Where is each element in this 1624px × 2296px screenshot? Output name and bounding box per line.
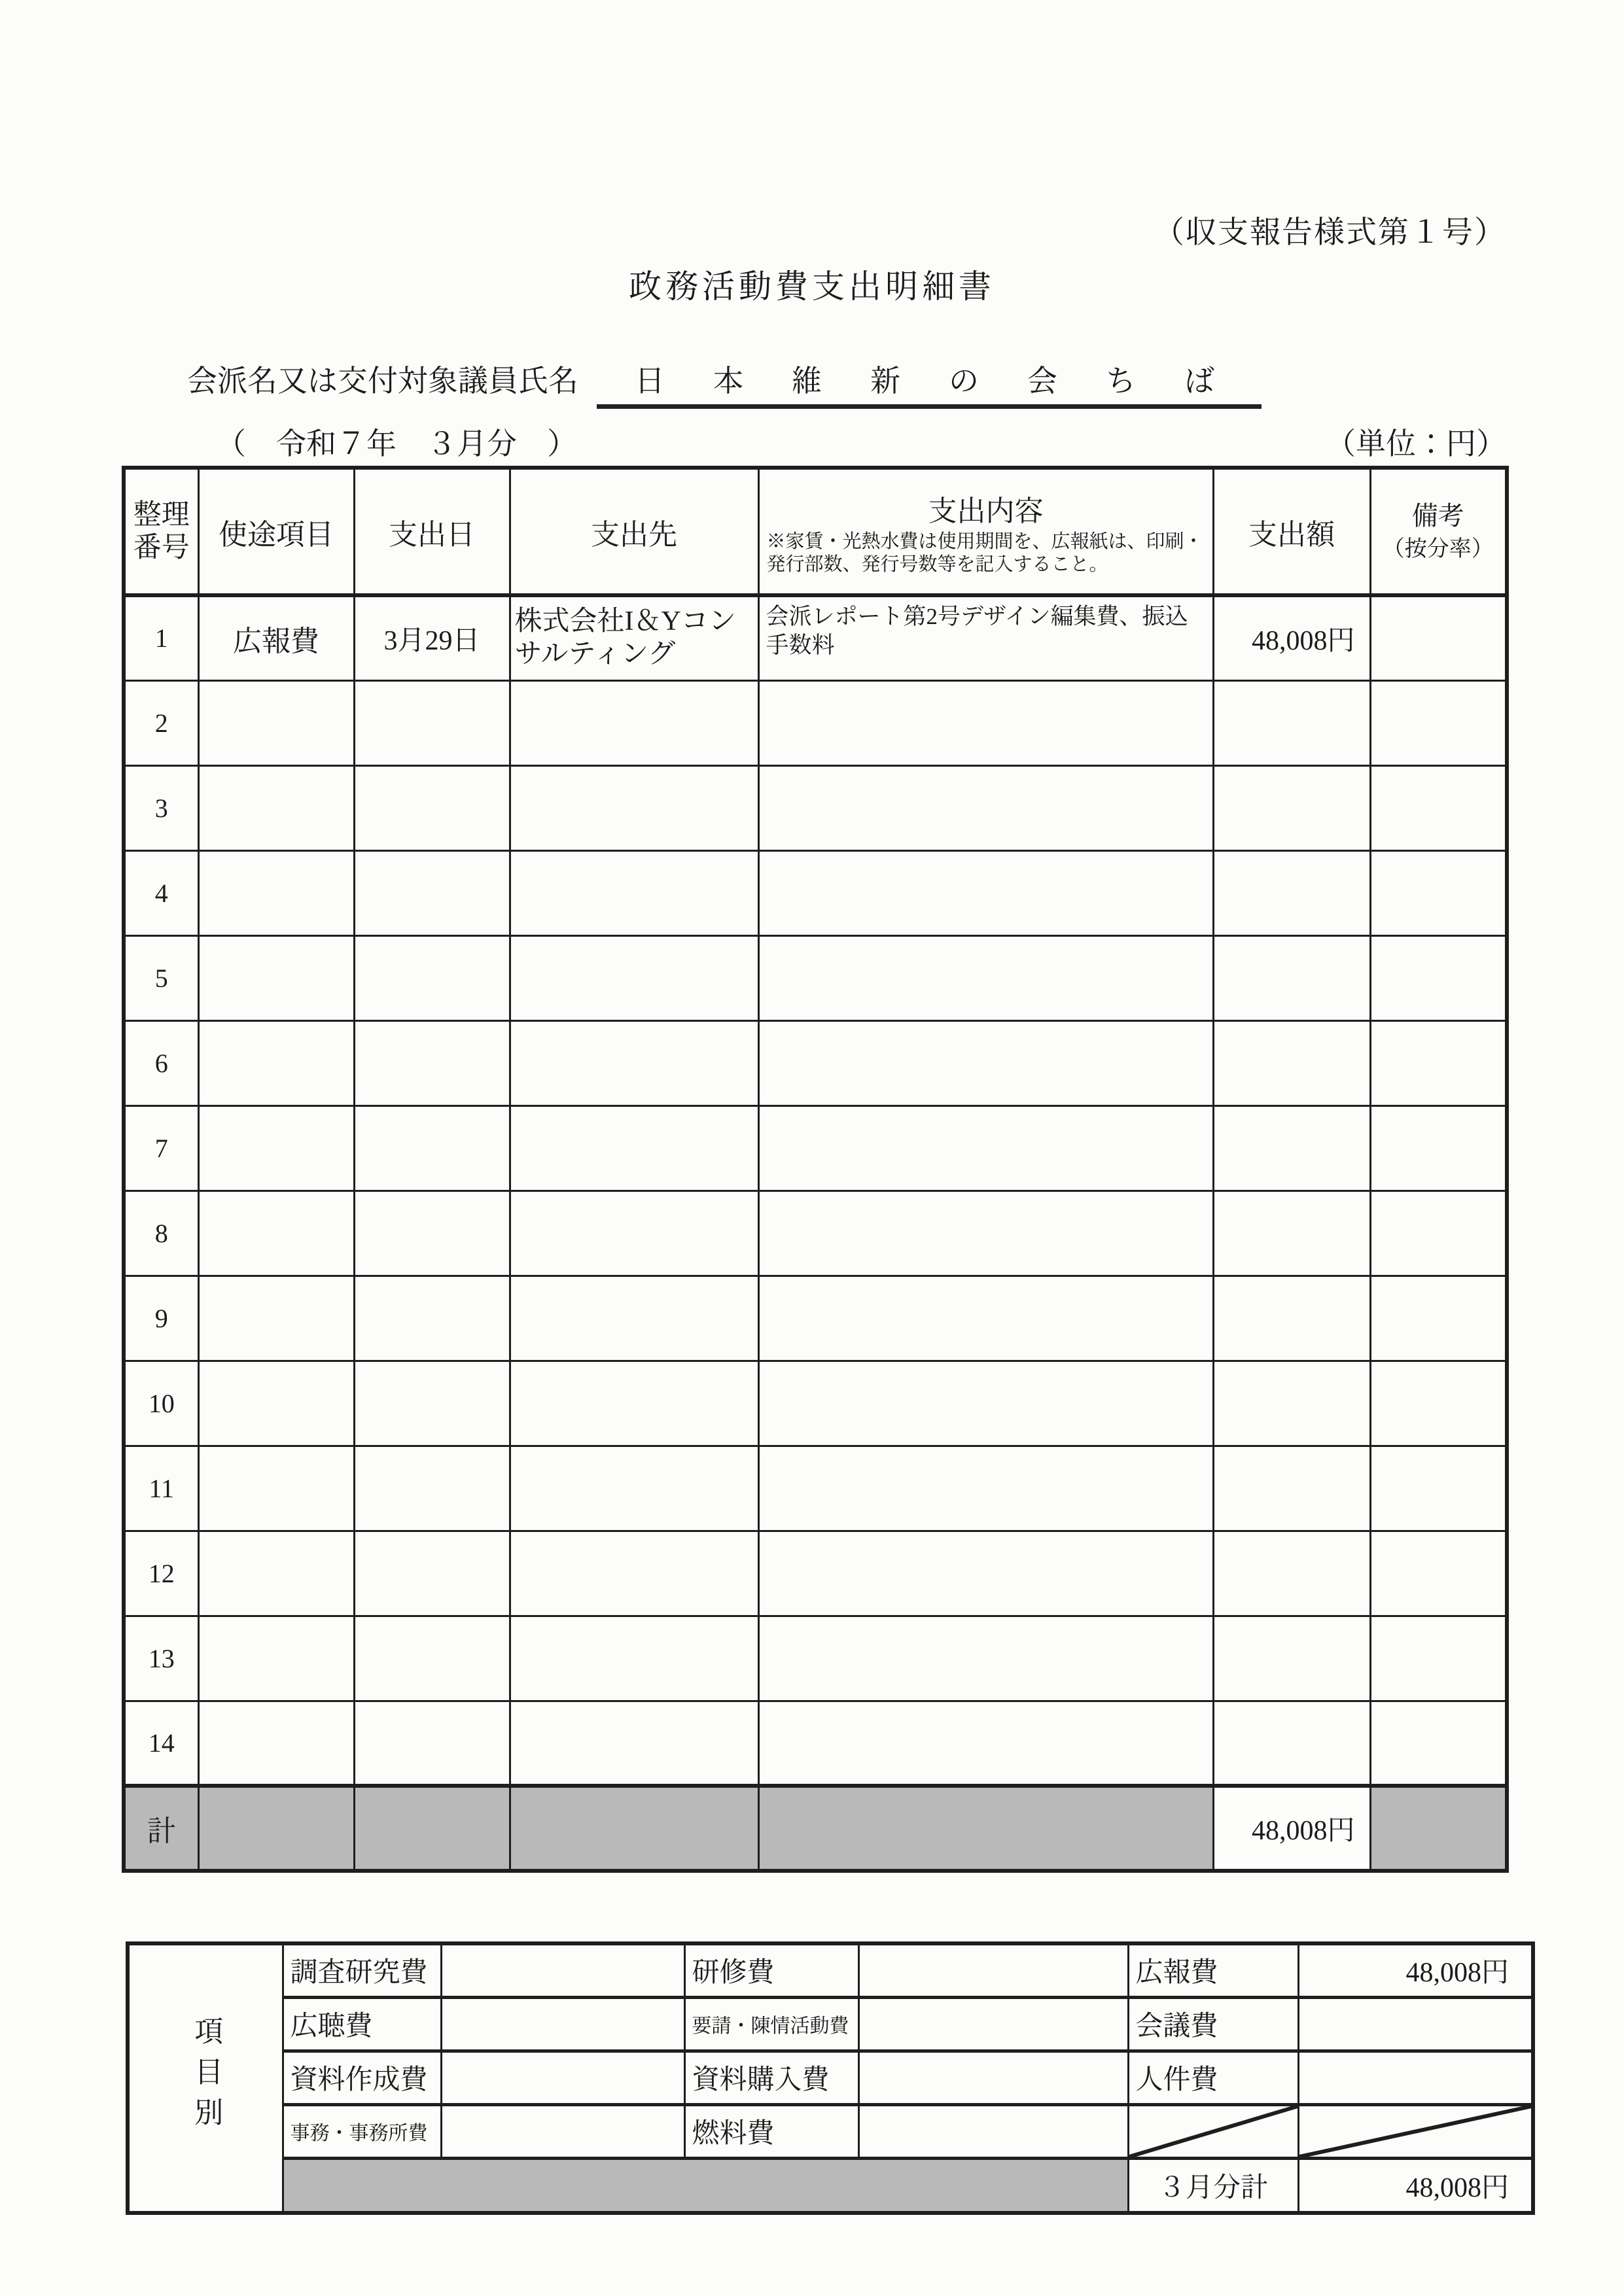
total-label-cell: 計 xyxy=(124,1786,198,1871)
cell-amount xyxy=(1213,935,1370,1020)
cell-no: 13 xyxy=(124,1616,198,1701)
cell-remarks xyxy=(1370,1191,1507,1276)
table-row xyxy=(124,595,1507,680)
cell-date xyxy=(354,1446,510,1531)
summary-side-header xyxy=(128,1943,283,2213)
diagonal-slash-cell xyxy=(1128,2104,1298,2158)
total-empty-date xyxy=(354,1786,510,1871)
col-header-no-line2: 番号 xyxy=(133,532,190,563)
cell-no: 5 xyxy=(124,935,198,1020)
faction-label: 会派名又は交付対象議員氏名 xyxy=(187,364,578,398)
summary-label: 広聴費 xyxy=(283,1997,441,2051)
faction-name-underlined: 日 本 維 新 の 会 ち ば xyxy=(597,357,1262,409)
cell-payee xyxy=(510,1531,758,1616)
total-empty-category xyxy=(198,1786,354,1871)
cell-amount xyxy=(1213,1105,1370,1191)
summary-label: 研修費 xyxy=(684,1943,858,1997)
cell-no: 8 xyxy=(124,1191,198,1276)
summary-total-label: ３月分計 xyxy=(1128,2158,1298,2213)
col-header-category: 使途項目 xyxy=(198,468,354,595)
table-row xyxy=(124,1020,1507,1105)
cell-category xyxy=(198,850,354,935)
col-header-no-line1: 整理 xyxy=(133,500,190,531)
cell-amount xyxy=(1213,1446,1370,1531)
col-header-content xyxy=(758,468,1213,595)
cell-amount xyxy=(1213,1531,1370,1616)
cell-date xyxy=(354,1361,510,1446)
summary-label: 事務・事務所費 xyxy=(283,2104,441,2158)
cell-amount xyxy=(1213,1020,1370,1105)
cell-category xyxy=(198,1701,354,1786)
cell-content: 会派レポート第2号デザイン編集費、振込手数料 xyxy=(758,595,1213,680)
cell-content xyxy=(758,1191,1213,1276)
summary-row xyxy=(128,1997,1533,2051)
table-row xyxy=(124,1105,1507,1191)
cell-payee xyxy=(510,1276,758,1361)
total-amount-cell: 48,008円 xyxy=(1213,1786,1370,1871)
diagonal-slash-cell xyxy=(1298,2104,1533,2158)
col-header-amount: 支出額 xyxy=(1213,468,1370,595)
summary-value xyxy=(858,1997,1128,2051)
cell-content xyxy=(758,765,1213,850)
cell-category xyxy=(198,1616,354,1701)
cell-no: 14 xyxy=(124,1701,198,1786)
cell-amount xyxy=(1213,1701,1370,1786)
cell-amount xyxy=(1213,1361,1370,1446)
cell-remarks xyxy=(1370,1276,1507,1361)
summary-label: 燃料費 xyxy=(684,2104,858,2158)
cell-remarks xyxy=(1370,1616,1507,1701)
summary-label: 会議費 xyxy=(1128,1997,1298,2051)
diagonal-slash-icon xyxy=(1129,2106,1297,2157)
table-row xyxy=(124,850,1507,935)
cell-amount xyxy=(1213,1616,1370,1701)
cell-category xyxy=(198,765,354,850)
summary-label: 資料購入費 xyxy=(684,2051,858,2104)
cell-payee xyxy=(510,1361,758,1446)
cell-amount xyxy=(1213,1191,1370,1276)
cell-no: 7 xyxy=(124,1105,198,1191)
summary-value xyxy=(441,1997,684,2051)
cell-category xyxy=(198,1191,354,1276)
cell-amount xyxy=(1213,765,1370,850)
cell-category xyxy=(198,1446,354,1531)
cell-remarks xyxy=(1370,935,1507,1020)
page-title: 政務活動費支出明細書 xyxy=(629,268,995,305)
cell-date xyxy=(354,935,510,1020)
cell-no: 9 xyxy=(124,1276,198,1361)
summary-value xyxy=(858,2051,1128,2104)
col-header-remarks xyxy=(1370,468,1507,595)
summary-gray-band xyxy=(283,2158,1128,2213)
col-header-date: 支出日 xyxy=(354,468,510,595)
cell-remarks xyxy=(1370,850,1507,935)
cell-content xyxy=(758,1701,1213,1786)
summary-label: 広報費 xyxy=(1128,1943,1298,1997)
cell-date xyxy=(354,850,510,935)
form-number-note: （収支報告様式第１号） xyxy=(1154,216,1506,250)
cell-no: 2 xyxy=(124,680,198,765)
table-row xyxy=(124,1191,1507,1276)
expense-table xyxy=(122,466,1509,1873)
cell-date xyxy=(354,680,510,765)
col-header-content-title: 支出内容 xyxy=(928,495,1044,527)
cell-content xyxy=(758,1531,1213,1616)
cell-amount xyxy=(1213,680,1370,765)
cell-remarks xyxy=(1370,1701,1507,1786)
summary-side-label: 項目別 xyxy=(190,2015,222,2138)
cell-remarks xyxy=(1370,1361,1507,1446)
col-header-no xyxy=(124,468,198,595)
cell-remarks xyxy=(1370,765,1507,850)
cell-remarks xyxy=(1370,1446,1507,1531)
cell-date: 3月29日 xyxy=(354,595,510,680)
summary-value xyxy=(441,2051,684,2104)
cell-content xyxy=(758,935,1213,1020)
cell-payee xyxy=(510,850,758,935)
cell-content xyxy=(758,1446,1213,1531)
faction-line xyxy=(187,357,1262,409)
summary-value xyxy=(441,1943,684,1997)
summary-value xyxy=(858,2104,1128,2158)
cell-content xyxy=(758,1105,1213,1191)
cell-date xyxy=(354,765,510,850)
table-row xyxy=(124,1446,1507,1531)
summary-label: 要請・陳情活動費 xyxy=(684,1997,858,2051)
cell-payee xyxy=(510,765,758,850)
table-row xyxy=(124,680,1507,765)
table-row xyxy=(124,1361,1507,1446)
summary-row xyxy=(128,2051,1533,2104)
cell-payee xyxy=(510,935,758,1020)
summary-row xyxy=(128,1943,1533,1997)
table-row xyxy=(124,935,1507,1020)
cell-no: 6 xyxy=(124,1020,198,1105)
total-row xyxy=(124,1786,1507,1871)
cell-no: 3 xyxy=(124,765,198,850)
cell-category xyxy=(198,1361,354,1446)
cell-no: 12 xyxy=(124,1531,198,1616)
cell-content xyxy=(758,1616,1213,1701)
table-row xyxy=(124,765,1507,850)
cell-payee xyxy=(510,1191,758,1276)
cell-date xyxy=(354,1020,510,1105)
summary-value xyxy=(441,2104,684,2158)
summary-total-value: 48,008円 xyxy=(1298,2158,1533,2213)
diagonal-slash-icon xyxy=(1299,2106,1532,2157)
cell-date xyxy=(354,1701,510,1786)
cell-date xyxy=(354,1531,510,1616)
table-row xyxy=(124,1531,1507,1616)
total-empty-content xyxy=(758,1786,1213,1871)
cell-date xyxy=(354,1276,510,1361)
cell-category xyxy=(198,1105,354,1191)
cell-payee: 株式会社I＆Yコンサルティング xyxy=(510,595,758,680)
cell-content xyxy=(758,850,1213,935)
cell-remarks xyxy=(1370,595,1507,680)
col-header-payee: 支出先 xyxy=(510,468,758,595)
col-header-remarks-line2: （按分率） xyxy=(1382,536,1494,561)
cell-category xyxy=(198,1276,354,1361)
unit-note: （単位：円） xyxy=(1326,427,1506,461)
table-row xyxy=(124,1701,1507,1786)
cell-date xyxy=(354,1191,510,1276)
cell-date xyxy=(354,1616,510,1701)
cell-category xyxy=(198,1531,354,1616)
summary-value: 48,008円 xyxy=(1298,1943,1533,1997)
cell-content xyxy=(758,1361,1213,1446)
cell-content xyxy=(758,1276,1213,1361)
table-row xyxy=(124,1616,1507,1701)
summary-total-row xyxy=(128,2158,1533,2213)
cell-no: 1 xyxy=(124,595,198,680)
header-row xyxy=(124,468,1507,595)
summary-label: 人件費 xyxy=(1128,2051,1298,2104)
cell-amount: 48,008円 xyxy=(1213,595,1370,680)
cell-date xyxy=(354,1105,510,1191)
cell-category xyxy=(198,935,354,1020)
cell-amount xyxy=(1213,1276,1370,1361)
col-header-remarks-line1: 備考 xyxy=(1411,500,1464,531)
summary-value xyxy=(1298,2051,1533,2104)
table-row xyxy=(124,1276,1507,1361)
cell-content xyxy=(758,680,1213,765)
cell-payee xyxy=(510,1616,758,1701)
cell-payee xyxy=(510,1105,758,1191)
cell-category xyxy=(198,680,354,765)
summary-row xyxy=(128,2104,1533,2158)
cell-no: 4 xyxy=(124,850,198,935)
cell-content xyxy=(758,1020,1213,1105)
summary-value xyxy=(858,1943,1128,1997)
category-summary-table xyxy=(126,1941,1535,2215)
cell-payee xyxy=(510,680,758,765)
period-label: （ 令和７年 ３月分 ） xyxy=(216,427,577,461)
cell-payee xyxy=(510,1446,758,1531)
summary-value xyxy=(1298,1997,1533,2051)
cell-payee xyxy=(510,1020,758,1105)
cell-no: 10 xyxy=(124,1361,198,1446)
total-empty-remarks xyxy=(1370,1786,1507,1871)
total-empty-payee xyxy=(510,1786,758,1871)
summary-label: 資料作成費 xyxy=(283,2051,441,2104)
col-header-content-note: ※家賃・光熱水費は使用期間を、広報紙は、印刷・発行部数、発行号数等を記入すること。 xyxy=(766,531,1203,575)
cell-category: 広報費 xyxy=(198,595,354,680)
cell-amount xyxy=(1213,850,1370,935)
summary-label: 調査研究費 xyxy=(283,1943,441,1997)
cell-payee xyxy=(510,1701,758,1786)
cell-no: 11 xyxy=(124,1446,198,1531)
cell-remarks xyxy=(1370,680,1507,765)
cell-remarks xyxy=(1370,1105,1507,1191)
cell-category xyxy=(198,1020,354,1105)
cell-remarks xyxy=(1370,1531,1507,1616)
cell-remarks xyxy=(1370,1020,1507,1105)
